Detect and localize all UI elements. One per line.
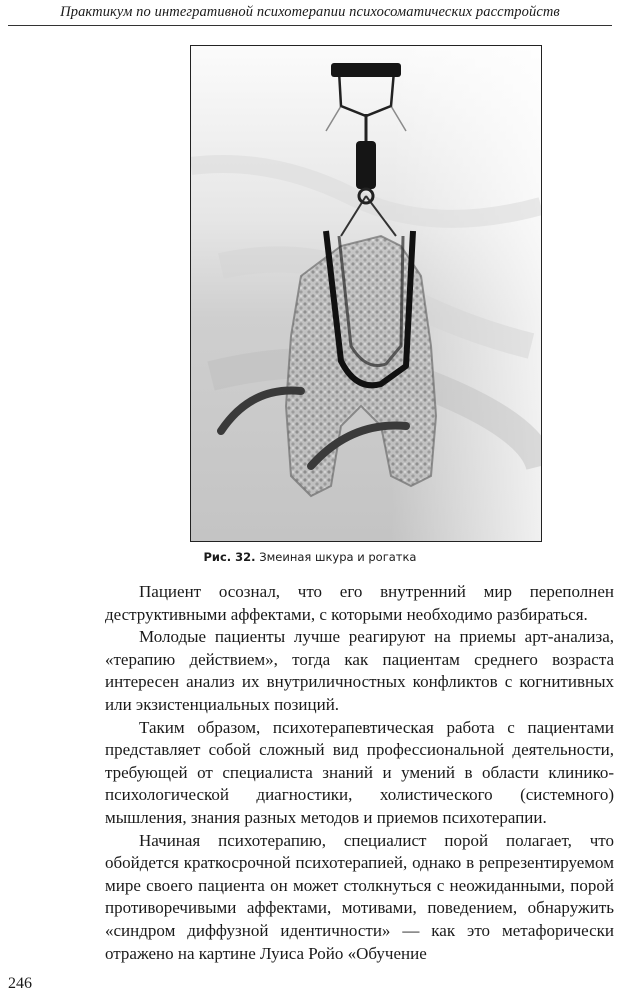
running-header xyxy=(0,0,620,30)
paragraph: Начиная психотерапию, специалист порой полагает, что обойдется краткосрочной психотерапией, однако в репрезентируемом мире своего пациента он может столкнуться с неожиданными, порой противоречивыми аффектами, мотивами, поведением, обнаружить «синдром диффузной идентичности» — как это метафорически отражено на картине Луиса Ройо «Обучение xyxy=(105,830,614,963)
running-title: Практикум по интегративной психотерапии психосоматических расстройств xyxy=(60,4,560,20)
body-text xyxy=(105,581,614,965)
figure-caption-label: Рис. 32. xyxy=(203,550,256,564)
figure-photo xyxy=(190,45,542,542)
figure-caption xyxy=(0,550,620,564)
paragraph: Пациент осознал, что его внутренний мир переполнен деструктивными аффектами, с которыми необходимо разбираться. xyxy=(105,582,614,624)
header-rule xyxy=(8,25,612,26)
paragraph: Молодые пациенты лучше реагируют на приемы арт-анализа, «терапию действием», тогда как пациентам среднего возраста интересен анализ их внутриличностных конфликтов с когнитивных или экзистенциальных позиций. xyxy=(105,627,614,714)
figure-caption-text: Змеиная шкура и рогатка xyxy=(259,550,417,564)
snake-skin-slingshot-image xyxy=(191,46,541,541)
paragraph: Таким образом, психотерапевтическая работа с пациентами представляет собой сложный вид профессиональной деятельности, требующей от специалиста знаний и умений в области клинико-психологической диагностики, холистического (системного) мышления, знания разных методов и приемов психотерапии. xyxy=(105,717,614,827)
page-number: 246 xyxy=(8,975,32,992)
